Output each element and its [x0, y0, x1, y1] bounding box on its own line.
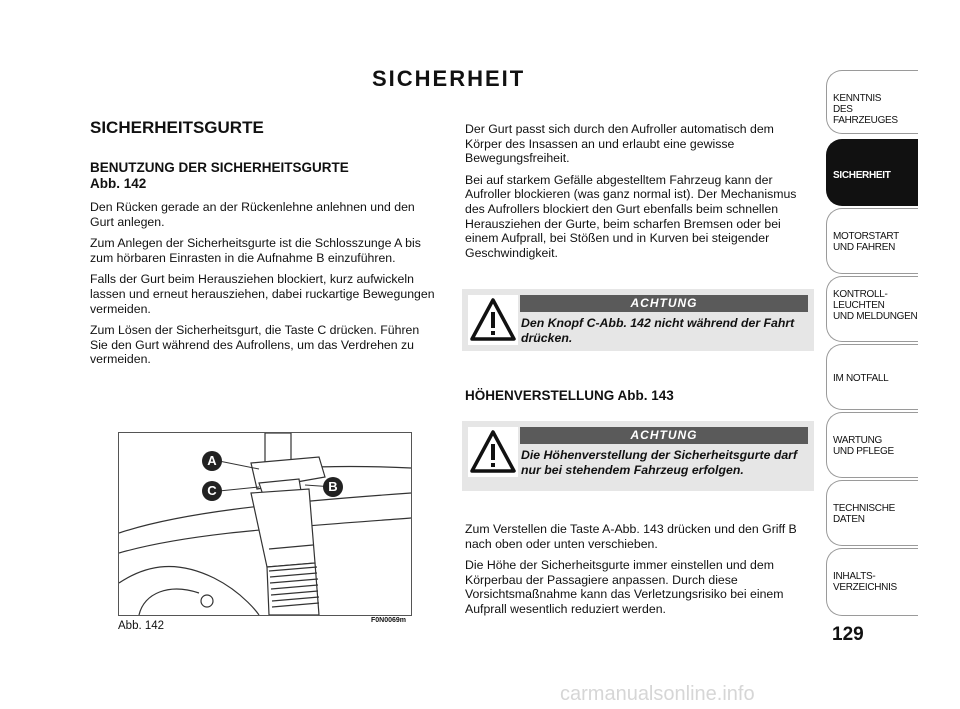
tab-label: UND MELDUNGEN: [833, 311, 918, 322]
paragraph: Den Rücken gerade an der Rückenlehne anlehnen und den Gurt anlegen.: [90, 200, 415, 229]
section-title: SICHERHEITSGURTE: [90, 118, 264, 137]
paragraph: Die Höhe der Sicherheitsgurte immer einstellen und dem Körperbau der Passagiere anpassen. Durch diese Vorsichtsmaßnahme kann das Verletzungsrisiko bei einem Aufprall wesentlich reduziert werden.: [465, 558, 784, 616]
tab-label: IM NOTFALL: [833, 373, 889, 384]
tab-label: INHALTS-: [833, 571, 876, 582]
seatbelt-figure: [118, 432, 412, 616]
left-body-text: [90, 200, 436, 374]
tab-label: TECHNISCHE: [833, 503, 896, 514]
paragraph: Falls der Gurt beim Herausziehen blockiert, kurz aufwickeln lassen und erneut herausziehen, dabei ruckartige Bewegungen vermeiden.: [90, 272, 435, 316]
warning-box-1: [462, 289, 814, 351]
warning-heading: ACHTUNG: [520, 427, 808, 444]
tab-label: DATEN: [833, 514, 865, 525]
seatbelt-illustration: [119, 433, 411, 615]
tab-im-notfall[interactable]: [826, 344, 918, 410]
watermark: carmanualsonline.info: [560, 683, 755, 705]
figure-code: F0N0069m: [371, 617, 407, 624]
paragraph: Der Gurt passt sich durch den Aufroller automatisch dem Körper des Insassen an und erlaubt eine gewisse Bewegungsfreiheit.: [465, 122, 774, 166]
tab-motorstart[interactable]: [826, 208, 918, 274]
paragraph: Zum Anlegen der Sicherheitsgurte ist die Schlosszunge A bis zum hörbaren Einrasten in die Aufnahme B einzuführen.: [90, 236, 421, 265]
height-adjust-title: HÖHENVERSTELLUNG Abb. 143: [465, 388, 674, 403]
tab-technische-daten[interactable]: [826, 480, 918, 546]
tab-label: KENNTNIS: [833, 93, 882, 104]
right-body-text: [465, 122, 805, 267]
right-body-text-2: [465, 522, 810, 624]
page-title: SICHERHEIT: [372, 66, 526, 91]
figure-caption: Abb. 142: [118, 620, 165, 632]
tab-label: WARTUNG: [833, 435, 883, 446]
tab-label: SICHERHEIT: [833, 170, 891, 181]
subsection-title-line2: Abb. 142: [90, 176, 147, 191]
warning-heading: ACHTUNG: [520, 295, 808, 312]
tab-inhaltsverzeichnis[interactable]: [826, 548, 918, 616]
tab-label: VERZEICHNIS: [833, 582, 897, 593]
warning-triangle-icon: [468, 295, 518, 345]
paragraph: Zum Verstellen die Taste A-Abb. 143 drücken und den Griff B nach oben oder unten verschieben.: [465, 522, 797, 551]
figure-label-a: A: [202, 451, 222, 471]
figure-label-c: C: [202, 481, 222, 501]
figure-label-b: B: [323, 477, 343, 497]
paragraph: Zum Lösen der Sicherheitsgurt, die Taste C drücken. Führen Sie den Gurt während des Aufrollens, um das Verdrehen zu vermeiden.: [90, 323, 420, 367]
tab-sicherheit[interactable]: [826, 139, 918, 206]
tab-label: DES FAHRZEUGES: [833, 104, 898, 126]
warning-triangle-icon: [468, 427, 518, 477]
tab-kenntnis[interactable]: [826, 70, 918, 134]
tab-label: UND PFLEGE: [833, 446, 894, 457]
subsection-title-line1: BENUTZUNG DER SICHERHEITSGURTE: [90, 160, 349, 175]
tab-kontrollleuchten[interactable]: [826, 276, 918, 342]
warning-text: Den Knopf C-Abb. 142 nicht während der Fahrt drücken.: [521, 316, 795, 345]
tab-label: UND FAHREN: [833, 242, 896, 253]
tab-label: LEUCHTEN: [833, 300, 885, 311]
subsection-title: [90, 160, 430, 192]
tab-label: KONTROLL-: [833, 289, 888, 300]
tab-label: MOTORSTART: [833, 231, 899, 242]
page-number: 129: [832, 624, 864, 645]
warning-text: Die Höhenverstellung der Sicherheitsgurte darf nur bei stehendem Fahrzeug erfolgen.: [521, 448, 798, 477]
tab-wartung[interactable]: [826, 412, 918, 478]
warning-box-2: [462, 421, 814, 491]
paragraph: Bei auf starkem Gefälle abgestelltem Fahrzeug kann der Aufroller blockieren (was ganz normal ist). Der Mechanismus des Aufrollers blockiert den Gurt ebenfalls beim schnellen Herausziehen der Gurte, beim scharfen Bremsen oder bei einem Aufprall, bei Stößen und in Kurven bei steigender Geschwindigkeit.: [465, 172, 797, 260]
